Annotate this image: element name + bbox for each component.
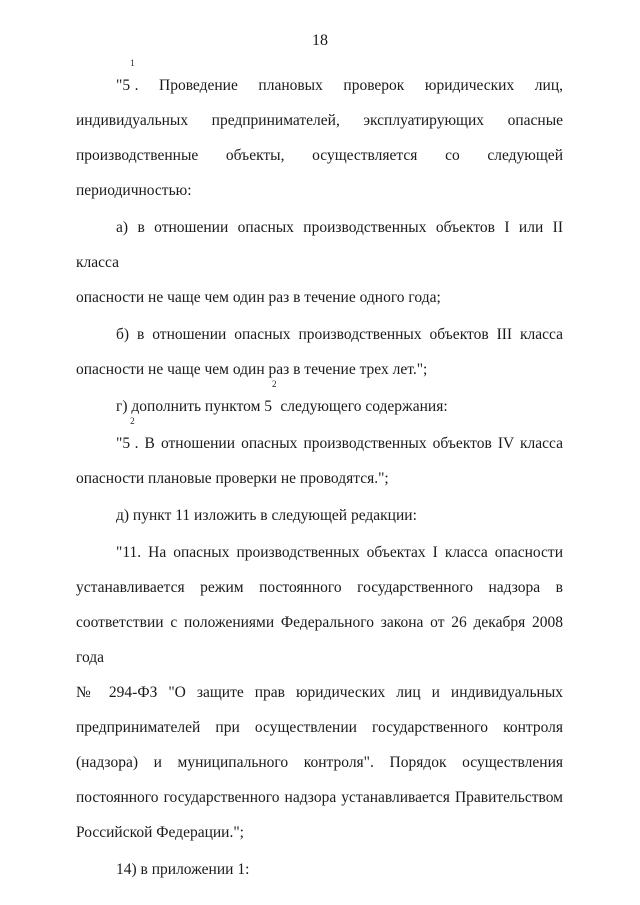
paragraph-line: периодичностью: — [76, 182, 192, 199]
paragraph-line: опасности не чаще чем один раз в течение трех лет."; — [76, 361, 428, 378]
paragraph-item-g — [76, 379, 563, 424]
paragraph-line: 14) в приложении 1: — [116, 861, 250, 878]
paragraph-line: Российской Федерации."; — [76, 824, 244, 841]
paragraph-line: индивидуальных предпринимателей, эксплуатирующих опасные — [76, 112, 563, 129]
superscript: 1 — [130, 58, 135, 68]
quote-number: "5 — [116, 77, 131, 94]
paragraph-line: предпринимателей при осуществлении государственного контроля — [76, 719, 563, 736]
paragraph-line: № 294-ФЗ "О защите прав юридических лиц и индивидуальных — [76, 684, 563, 701]
paragraph-line: "11. На опасных производственных объектах I класса опасности — [116, 544, 563, 561]
paragraph-line: постоянного государственного надзора устанавливается Правительством — [76, 789, 563, 806]
paragraph-line: а) в отношении опасных производственных объектов I или II класса — [76, 219, 563, 271]
document-body — [76, 58, 563, 889]
paragraph-line: устанавливается режим постоянного государственного надзора в — [76, 579, 563, 596]
paragraph-line: б) в отношении опасных производственных объектов III класса — [116, 326, 563, 343]
superscript: 2 — [130, 416, 135, 426]
paragraph-5-1 — [76, 58, 563, 208]
paragraph-item-b — [76, 317, 563, 387]
paragraph-text: . Проведение плановых проверок юридических лиц, — [134, 77, 563, 94]
paragraph-line: (надзора) и муниципального контроля". Порядок осуществления — [76, 754, 563, 771]
paragraph-text: г) дополнить пунктом 5 — [116, 398, 273, 415]
paragraph-line — [76, 58, 563, 103]
paragraph-text: . В отношении опасных производственных объектов IV класса — [134, 435, 563, 452]
paragraph-item-a — [76, 210, 563, 315]
paragraph-line: соответствии с положениями Федерального закона от 26 декабря 2008 года — [76, 614, 563, 666]
paragraph-5-2 — [76, 416, 563, 496]
paragraph-line: производственные объекты, осуществляется со следующей — [76, 147, 563, 164]
paragraph-item-d — [76, 498, 563, 533]
superscript: 2 — [272, 379, 277, 389]
paragraph-text: следующего содержания: — [276, 398, 448, 415]
page-number: 18 — [312, 32, 328, 49]
paragraph-line: опасности не чаще чем один раз в течение одного года; — [76, 289, 441, 306]
paragraph-line — [76, 379, 563, 424]
paragraph-line: д) пункт 11 изложить в следующей редакции: — [116, 507, 417, 524]
paragraph-item-14 — [76, 852, 563, 887]
paragraph-line — [76, 416, 563, 461]
paragraph-line: опасности плановые проверки не проводятся."; — [76, 470, 389, 487]
quote-number: "5 — [116, 435, 131, 452]
paragraph-11 — [76, 535, 563, 850]
